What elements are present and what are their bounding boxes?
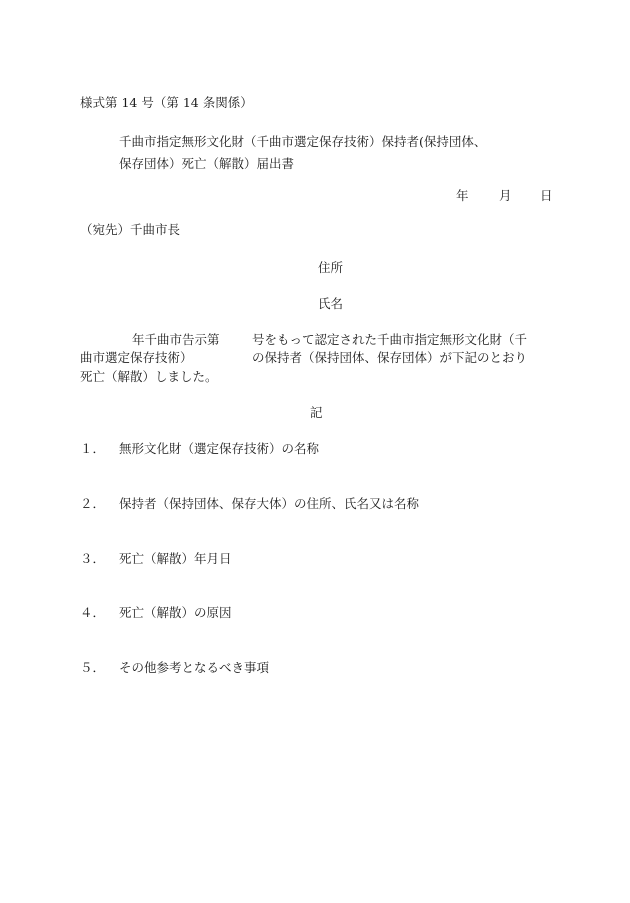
document-title-line-2: 保存団体）死亡（解散）届出書 bbox=[119, 156, 295, 171]
list-item-text: その他参考となるべき事項 bbox=[119, 660, 270, 675]
list-item-text: 保持者（保持団体、保存大体）の住所、氏名又は名称 bbox=[119, 496, 420, 511]
list-item-text: 無形文化財（選定保存技術）の名称 bbox=[119, 441, 320, 456]
address-label: 住所 bbox=[318, 260, 344, 275]
list-item-number: ３． bbox=[80, 551, 106, 566]
body-line-2-part-1: 曲市選定保存技術） bbox=[80, 350, 193, 365]
date-month-label: 月 bbox=[499, 188, 512, 203]
ki-heading: 記 bbox=[310, 405, 323, 420]
addressee: （宛先）千曲市長 bbox=[80, 222, 181, 237]
document-title-line-1: 千曲市指定無形文化財（千曲市選定保存技術）保持者(保持団体、 bbox=[119, 134, 487, 149]
date-day-label: 日 bbox=[540, 188, 553, 203]
body-line-1-part-1: 年千曲市告示第 bbox=[132, 332, 220, 347]
list-item-text: 死亡（解散）の原因 bbox=[119, 605, 232, 620]
name-label: 氏名 bbox=[318, 296, 344, 311]
body-line-3: 死亡（解散）しました。 bbox=[80, 369, 218, 384]
form-number: 様式第 14 号（第 14 条関係） bbox=[80, 95, 253, 110]
list-item-number: ５． bbox=[80, 660, 106, 675]
body-line-2-part-2: の保持者（保持団体、保存団体）が下記のとおり bbox=[252, 350, 528, 365]
list-item-text: 死亡（解散）年月日 bbox=[119, 551, 232, 566]
date-year-label: 年 bbox=[456, 188, 469, 203]
list-item-number: ２． bbox=[80, 496, 106, 511]
list-item-number: ４． bbox=[80, 605, 106, 620]
list-item-number: １． bbox=[80, 441, 106, 456]
body-line-1-part-2: 号をもって認定された千曲市指定無形文化財（千 bbox=[252, 332, 528, 347]
